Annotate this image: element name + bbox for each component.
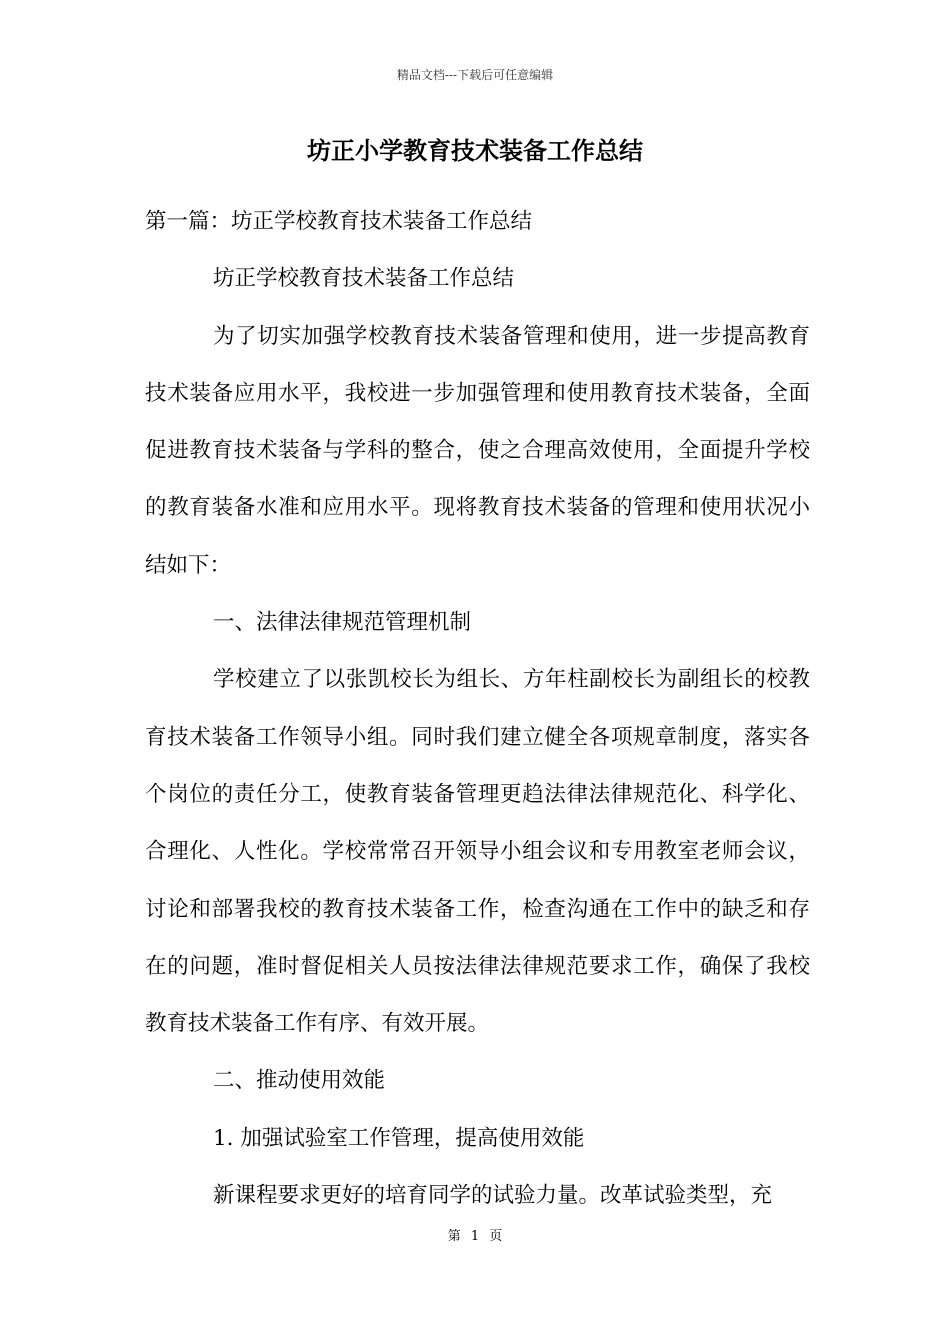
- section-1-paragraph: 学校建立了以张凯校长为组长、方年柱副校长为副组长的校教育技术装备工作领导小组。同时我们建立健全各项规章制度，落实各个岗位的责任分工，使教育装备管理更趋法律法律规范化、科学化、合理化、人性化。学校常常召开领导小组会议和专用教室老师会议，讨论和部署我校的教育技术装备工作，检查沟通在工作中的缺乏和存在的问题，准时督促相关人员按法律法律规范要求工作，确保了我校教育技术装备工作有序、有效开展。: [145, 667, 810, 1037]
- page-number: 1: [470, 1229, 480, 1244]
- page-suffix: 页: [489, 1229, 503, 1244]
- section-2-1-heading: 1. 加强试验室工作管理，提高使用效能: [213, 1125, 585, 1151]
- part-heading: 第一篇：坊正学校教育技术装备工作总结: [145, 209, 533, 234]
- section-1-heading: 一、法律法律规范管理机制: [213, 610, 472, 636]
- page-prefix: 第: [447, 1229, 461, 1244]
- section-2-1-paragraph: 新课程要求更好的培育同学的试验力量。改革试验类型，充: [213, 1183, 773, 1209]
- subtitle: 坊正学校教育技术装备工作总结: [213, 266, 515, 292]
- section-2-heading: 二、推动使用效能: [213, 1068, 386, 1094]
- header-note: 精品文档---下载后可任意编辑: [396, 68, 554, 82]
- page-footer: [0, 1228, 950, 1246]
- document-title: 坊正小学教育技术装备工作总结: [307, 136, 643, 165]
- document-body: [145, 193, 810, 1224]
- intro-paragraph: 为了切实加强学校教育技术装备管理和使用，进一步提高教育技术装备应用水平，我校进一步加强管理和使用教育技术装备，全面促进教育技术装备与学科的整合，使之合理高效使用，全面提升学校的教育装备水准和应用水平。现将教育技术装备的管理和使用状况小结如下：: [145, 323, 810, 578]
